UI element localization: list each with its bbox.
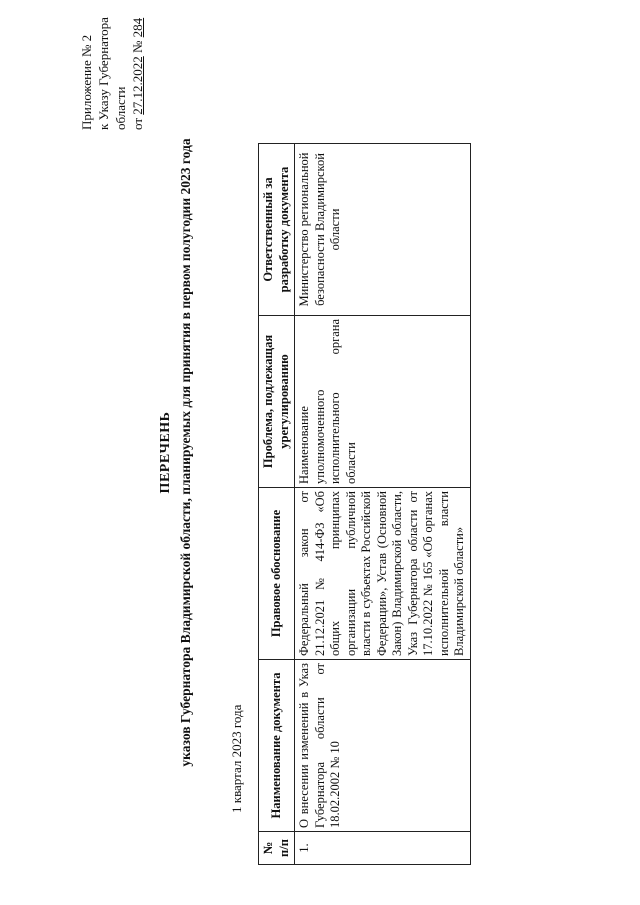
document-subheading: указов Губернатора Владимирской области, планируемых для принятия в первом полугодии 2023 года bbox=[178, 138, 193, 767]
header-problem: Проблема, подлежащая урегулированию bbox=[259, 316, 295, 488]
appendix-line-2: к Указу Губернатора области bbox=[96, 17, 128, 130]
table-header-row bbox=[259, 144, 295, 865]
decree-date: 27.12.2022 bbox=[130, 56, 145, 115]
appendix-line-1: Приложение № 2 bbox=[79, 34, 94, 130]
date-prefix: от bbox=[130, 114, 145, 130]
decrees-table bbox=[258, 143, 471, 865]
appendix-line-3 bbox=[129, 0, 146, 130]
cell-responsible: Министерство региональной безопасности Владимирской области bbox=[295, 144, 471, 316]
cell-basis: Федеральный закон от 21.12.2021 № 414-ФЗ «Об общих принципах организации публичной власти в субъектах Российской Федерации», Устав (Основной Закон) Владимирской области, Указ Губернатора области от 17.10.2022 № 165 «Об органах исполнительной власти Владимирской области» bbox=[295, 488, 471, 660]
table-row bbox=[295, 144, 471, 865]
quarter-label: 1 квартал 2023 года bbox=[229, 704, 244, 813]
cell-num: 1. bbox=[295, 832, 471, 865]
cell-name: О внесении изменений в Указ Губернатора области от 18.02.2002 № 10 bbox=[295, 660, 471, 832]
appendix-reference bbox=[78, 0, 146, 130]
document-heading: ПЕРЕЧЕНЬ bbox=[158, 411, 173, 494]
decree-number: 284 bbox=[130, 17, 145, 38]
header-basis: Правовое обоснование bbox=[259, 488, 295, 660]
header-num: № п/п bbox=[259, 832, 295, 865]
header-responsible: Ответственный за разработку документа bbox=[259, 144, 295, 316]
header-name: Наименование документа bbox=[259, 660, 295, 832]
number-prefix: № bbox=[130, 37, 145, 57]
cell-problem: Наименование уполномоченного исполнительного органа области bbox=[295, 316, 471, 488]
